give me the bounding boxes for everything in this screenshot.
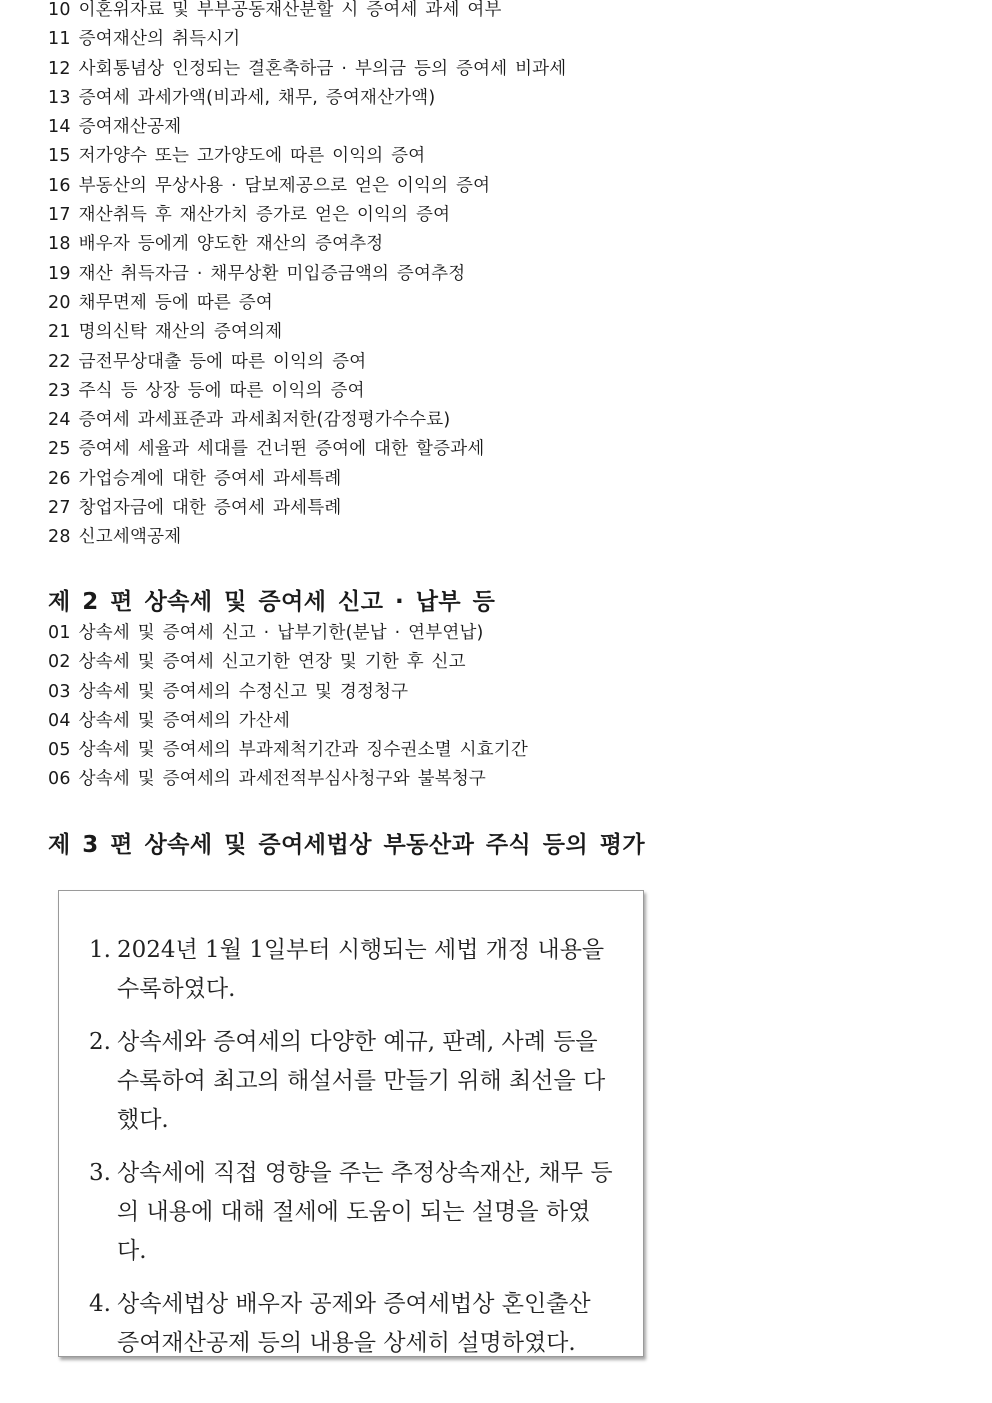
toc-item-number: 18	[48, 234, 71, 255]
toc-item-number: 17	[48, 205, 71, 226]
toc-item-title: 재산 취득자금 · 채무상환 미입증금액의 증여추정	[78, 263, 466, 284]
toc-item-title: 부동산의 무상사용 · 담보제공으로 얻은 이익의 증여	[78, 175, 491, 196]
part2-heading: 제 2 편 상속세 및 증여세 신고 · 납부 등	[48, 589, 496, 615]
toc-item	[48, 523, 566, 552]
toc-item-number: 14	[48, 117, 71, 138]
toc-item-number: 05	[48, 740, 71, 761]
notice-item-number: 2.	[89, 1029, 111, 1055]
notice-list	[89, 931, 619, 1377]
notice-item-number: 1.	[89, 937, 111, 963]
toc-item-number: 21	[48, 322, 71, 343]
toc-item	[48, 172, 566, 201]
toc-item-title: 가업승계에 대한 증여세 과세특례	[78, 468, 342, 489]
toc-item-title: 재산취득 후 재산가치 증가로 얻은 이익의 증여	[78, 205, 451, 226]
toc-item	[48, 201, 566, 230]
notice-item	[89, 931, 619, 1009]
toc-item-number: 04	[48, 710, 71, 731]
toc-item	[48, 25, 566, 54]
toc-item-title: 신고세액공제	[78, 527, 182, 548]
toc-item	[48, 435, 566, 464]
toc-item	[48, 142, 566, 171]
toc-item-number: 10	[48, 0, 71, 20]
toc-item-title: 창업자금에 대한 증여세 과세특례	[78, 498, 342, 519]
toc-item-title: 증여세 세율과 세대를 건너뛴 증여에 대한 할증과세	[78, 439, 485, 460]
toc-item-title: 증여세 과세표준과 과세최저한(감정평가수수료)	[78, 410, 451, 431]
toc-item-number: 02	[48, 652, 71, 673]
notice-item-number: 3.	[89, 1160, 111, 1186]
toc-item	[48, 465, 566, 494]
toc-item	[48, 707, 528, 736]
toc-item	[48, 406, 566, 435]
toc-item	[48, 736, 528, 765]
toc-list-part1	[48, 0, 566, 553]
toc-list-part2	[48, 619, 528, 795]
toc-item-number: 06	[48, 769, 71, 790]
toc-item	[48, 230, 566, 259]
toc-item-number: 16	[48, 175, 71, 196]
toc-item-number: 20	[48, 292, 71, 313]
notice-item-number: 4.	[89, 1291, 111, 1317]
toc-item	[48, 678, 528, 707]
toc-item	[48, 260, 566, 289]
toc-item	[48, 0, 566, 25]
notice-item	[89, 1154, 619, 1271]
toc-item-title: 배우자 등에게 양도한 재산의 증여추정	[78, 234, 384, 255]
toc-item-number: 26	[48, 468, 71, 489]
toc-item-number: 12	[48, 58, 71, 79]
toc-item-title: 상속세 및 증여세 신고 · 납부기한(분납 · 연부연납)	[78, 623, 484, 643]
toc-item-title: 채무면제 등에 따른 증여	[78, 292, 274, 313]
toc-item-number: 03	[48, 681, 71, 702]
toc-item-title: 주식 등 상장 등에 따른 이익의 증여	[78, 380, 365, 401]
toc-item	[48, 348, 566, 377]
toc-item	[48, 84, 566, 113]
toc-item-number: 15	[48, 146, 71, 167]
toc-item	[48, 494, 566, 523]
toc-item-number: 01	[48, 623, 71, 643]
notice-item-text: 상속세법상 배우자 공제와 증여세법상 혼인출산 증여재산공제 등의 내용을 상세히 설명하였다.	[117, 1291, 591, 1356]
toc-item-number: 28	[48, 527, 71, 548]
toc-item-title: 이혼위자료 및 부부공동재산분할 시 증여세 과세 여부	[78, 0, 502, 20]
toc-item-number: 13	[48, 87, 71, 108]
toc-item-number: 22	[48, 351, 71, 372]
toc-item-number: 25	[48, 439, 71, 460]
toc-item-title: 상속세 및 증여세의 과세전적부심사청구와 불복청구	[78, 769, 487, 790]
toc-item-title: 증여재산공제	[78, 117, 182, 138]
toc-item	[48, 55, 566, 84]
toc-item-title: 상속세 및 증여세의 부과제척기간과 징수권소멸 시효기간	[78, 740, 529, 761]
toc-item-title: 증여재산의 취득시기	[78, 29, 241, 50]
notice-item	[89, 1023, 619, 1140]
toc-item-title: 상속세 및 증여세의 수정신고 및 경정청구	[78, 681, 409, 702]
toc-item	[48, 765, 528, 794]
notice-box	[58, 890, 644, 1357]
toc-item	[48, 648, 528, 677]
toc-item-title: 상속세 및 증여세 신고기한 연장 및 기한 후 신고	[78, 652, 466, 673]
toc-item-title: 저가양수 또는 고가양도에 따른 이익의 증여	[78, 146, 426, 167]
toc-item-title: 증여세 과세가액(비과세, 채무, 증여재산가액)	[78, 87, 436, 108]
notice-item	[89, 1285, 619, 1363]
toc-item-title: 금전무상대출 등에 따른 이익의 증여	[78, 351, 367, 372]
toc-item-number: 23	[48, 380, 71, 401]
toc-item-title: 상속세 및 증여세의 가산세	[78, 710, 291, 731]
toc-item-number: 19	[48, 263, 71, 284]
toc-item	[48, 113, 566, 142]
toc-item	[48, 619, 528, 648]
toc-item	[48, 318, 566, 347]
notice-item-text: 2024년 1월 1일부터 시행되는 세법 개정 내용을 수록하였다.	[117, 937, 605, 1002]
notice-item-text: 상속세와 증여세의 다양한 예규, 판례, 사례 등을 수록하여 최고의 해설서를 만들기 위해 최선을 다했다.	[117, 1029, 606, 1133]
toc-item	[48, 377, 566, 406]
part3-heading: 제 3 편 상속세 및 증여세법상 부동산과 주식 등의 평가	[48, 832, 646, 858]
toc-item-number: 11	[48, 29, 71, 50]
toc-item	[48, 289, 566, 318]
toc-item-title: 사회통념상 인정되는 결혼축하금 · 부의금 등의 증여세 비과세	[78, 58, 567, 79]
toc-item-title: 명의신탁 재산의 증여의제	[78, 322, 283, 343]
notice-item-text: 상속세에 직접 영향을 주는 추정상속재산, 채무 등의 내용에 대해 절세에 도움이 되는 설명을 하였다.	[117, 1160, 613, 1264]
toc-item-number: 24	[48, 410, 71, 431]
toc-item-number: 27	[48, 498, 71, 519]
